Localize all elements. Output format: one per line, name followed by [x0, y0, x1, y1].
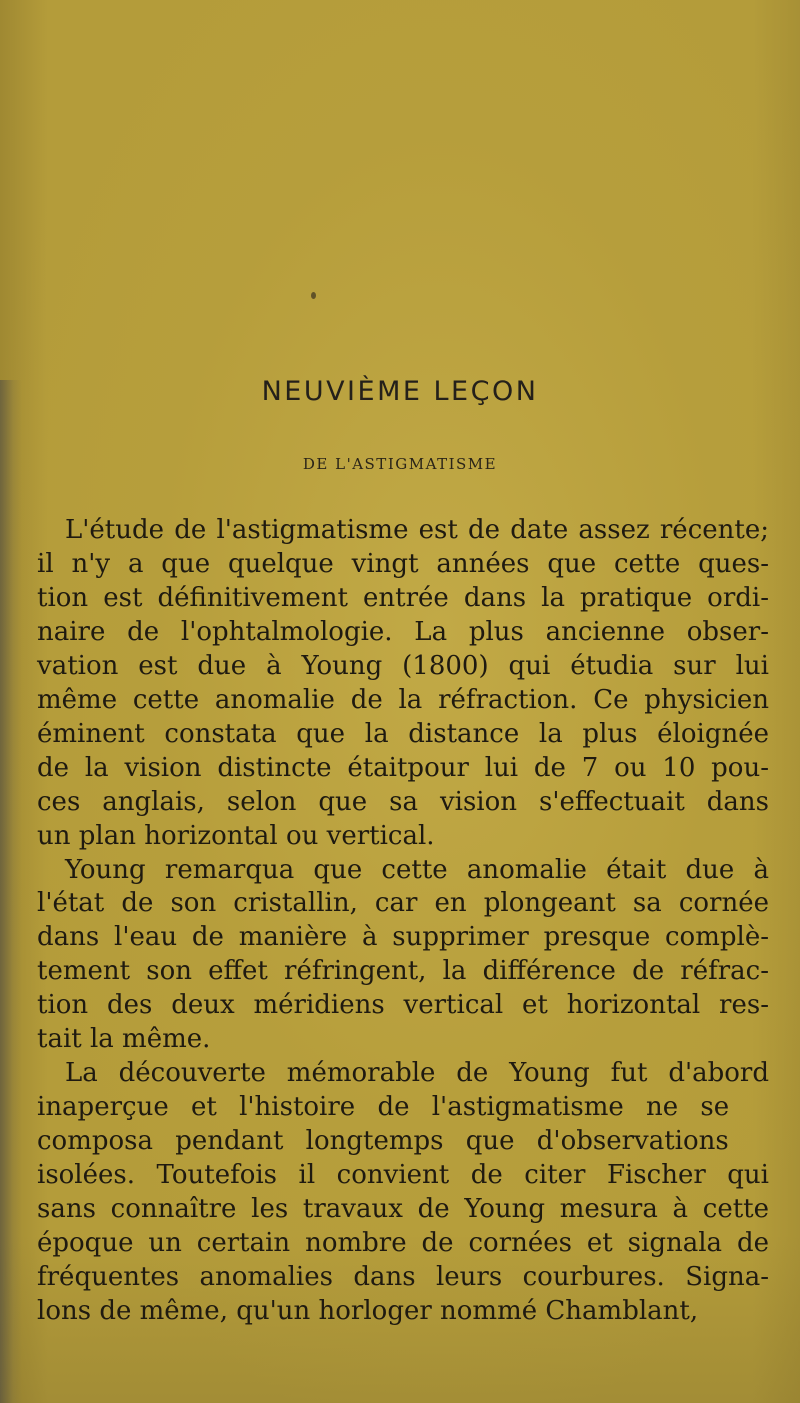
text-line: composa pendant longtemps que d'observations — [37, 1126, 729, 1157]
text-line: tion des deux méridiens vertical et horizontal res- — [37, 990, 769, 1021]
text-line: naire de l'ophtalmologie. La plus ancienne obser- — [37, 616, 769, 647]
text-line: vation est due à Young (1800) qui étudia sur lui — [37, 650, 769, 681]
text-line: sans connaître les travaux de Young mesura à cette — [37, 1194, 769, 1224]
text-line: La découverte mémorable de Young fut d'abord — [65, 1058, 769, 1089]
text-line: ces anglais, selon que sa vision s'effectuait dans — [37, 786, 769, 817]
text-line: inaperçue et l'histoire de l'astigmatisme ne se — [37, 1092, 730, 1123]
text-line: fréquentes anomalies dans leurs courbures. Signa- — [37, 1261, 769, 1292]
text-line: L'étude de l'astigmatisme est de date assez récente; — [65, 515, 769, 545]
text-line: époque un certain nombre de cornées et signala de — [37, 1227, 769, 1258]
text-line: éminent constata que la distance la plus éloignée — [37, 718, 769, 749]
text-line: de la vision distincte étaitpour lui de 7 ou 10 pou- — [37, 752, 769, 783]
text-line: tement son effet réfringent, la différence de réfrac- — [37, 956, 769, 987]
text-line: un plan horizontal ou vertical. — [37, 820, 435, 851]
chapter-title: NEUVIÈME LEÇON — [261, 376, 539, 407]
text-line: même cette anomalie de la réfraction. Ce physicien — [37, 684, 769, 715]
chapter-subtitle: DE L'ASTIGMATISME — [302, 455, 498, 473]
text-line: isolées. Toutefois il convient de citer Fischer qui — [37, 1160, 769, 1191]
text-line: Young remarqua que cette anomalie était due à — [65, 854, 769, 885]
text-line: l'état de son cristallin, car en plongeant sa cornée — [37, 888, 769, 919]
text-line: lons de même, qu'un horloger nommé Chamblant, — [37, 1295, 699, 1326]
text-line: dans l'eau de manière à supprimer presque complè- — [37, 922, 769, 953]
text-line: tait la même. — [37, 1024, 211, 1055]
text-line: tion est définitivement entrée dans la pratique ordi- — [37, 582, 769, 613]
text-line: il n'y a que quelque vingt années que cette ques- — [37, 548, 769, 579]
